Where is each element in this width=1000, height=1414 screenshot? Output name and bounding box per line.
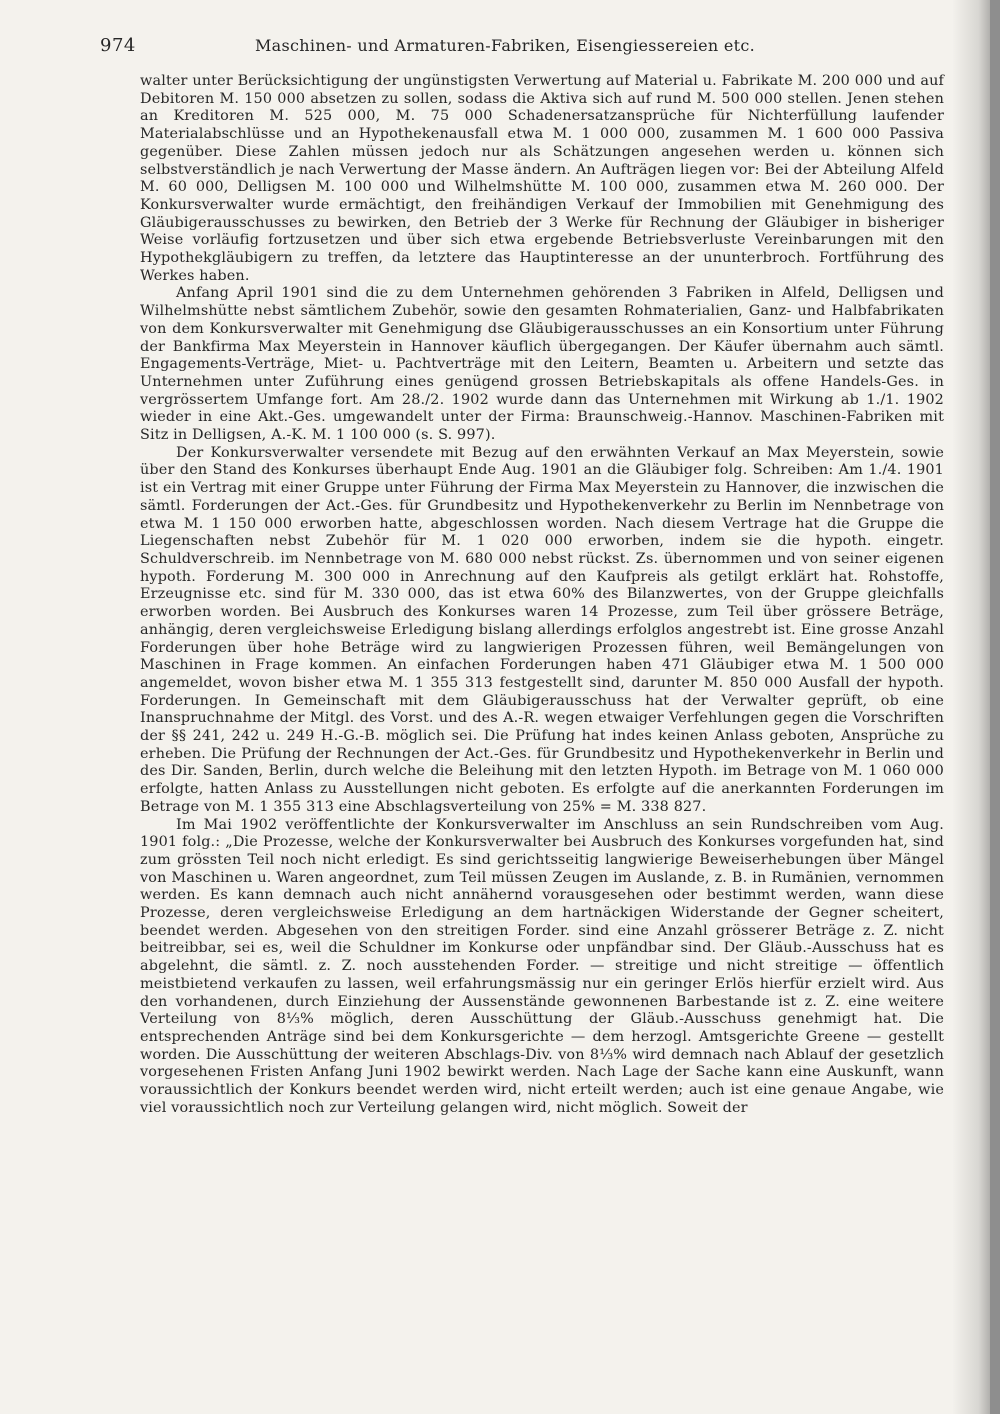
running-title: Maschinen- und Armaturen-Fabriken, Eisengiessereien etc.: [255, 36, 756, 55]
paragraph-2: Anfang April 1901 sind die zu dem Unternehmen gehörenden 3 Fabriken in Alfeld, Delligsen und Wilhelmshütte nebst sämtlichem Zubehör, sowie den gesamten Rohmaterialien, Ganz- und Halbfabrikaten von dem Konkursverwalter mit Genehmigung dse Gläubigerausschusses an ein Konsortium unter Führung der Bankfirma Max Meyerstein in Hannover käuflich übergegangen. Der Käufer übernahm auch sämtl. Engagements-Verträge, Miet- u. Pachtverträge mit den Leitern, Beamten u. Arbeitern und setzte das Unternehmen unter Zuführung eines genügend grossen Betriebskapitals als offene Handels-Ges. in vergrössertem Umfange fort. Am 28./2. 1902 wurde dann das Unternehmen mit Wirkung ab 1./1. 1902 wieder in eine Akt.-Ges. umgewandelt unter der Firma: Braunschweig.-Hannov. Maschinen-Fabriken mit Sitz in Delligsen, A.-K. M. 1 100 000 (s. S. 997).: [140, 285, 944, 444]
paragraph-4: Im Mai 1902 veröffentlichte der Konkursverwalter im Anschluss an sein Rundschreiben vom Aug. 1901 folg.: „Die Prozesse, welche der Konkursverwalter bei Ausbruch des Konkurses vorgefunden hat, sind zum grössten Teil noch nicht erledigt. Es sind gerichtsseitig langwierige Beweiserhebungen über Mängel von Maschinen u. Waren angeordnet, zum Teil müssen Zeugen im Auslande, z. B. in Rumänien, vernommen werden. Es kann demnach auch nicht annähernd vorausgesehen oder bestimmt werden, wann diese Prozesse, deren vergleichsweise Erledigung an dem hartnäckigen Widerstande der Gegner scheitert, beendet werden. Abgesehen von den streitigen Forder. sind eine Anzahl grösserer Beträge z. Z. nicht beitreibbar, sei es, weil die Schuldner im Konkurse oder unpfändbar sind. Der Gläub.-Ausschuss hat es abgelehnt, die sämtl. z. Z. noch ausstehenden Forder. — streitige und nicht streitige — öffentlich meistbietend verkaufen zu lassen, weil erfahrungsmässig nur ein geringer Erlös hierfür erzielt wird. Aus den vorhandenen, durch Einziehung der Aussenstände gewonnenen Barbestande ist z. Z. eine weitere Verteilung von 8⅓% möglich, deren Ausschüttung der Gläub.-Ausschuss genehmigt hat. Die entsprechenden Anträge sind bei dem Konkursgerichte — dem herzogl. Amtsgerichte Greene — gestellt worden. Die Ausschüttung der weiteren Abschlags-Div. von 8⅓% wird demnach nach Ablauf der gesetzlich vorgesehenen Fristen Anfang Juni 1902 bewirkt werden. Nach Lage der Sache kann eine Auskunft, wann voraussichtlich der Konkurs beendet werden wird, nicht erteilt werden; auch ist eine genaue Angabe, wie viel voraussichtlich noch zur Verteilung gelangen wird, nicht möglich. Soweit der: [140, 816, 944, 1116]
page-edge: [990, 0, 1000, 1414]
body-text: [140, 73, 944, 1117]
paragraph-1: walter unter Berücksichtigung der ungünstigsten Verwertung auf Material u. Fabrikate M. 200 000 und auf Debitoren M. 150 000 absetzen zu sollen, sodass die Aktiva sich auf rund M. 500 000 stellen. Jenen stehen an Kreditoren M. 525 000, M. 75 000 Schadenersatzansprüche für Nichterfüllung laufender Materialabschlüsse und an Hypothekenausfall etwa M. 1 000 000, zusammen M. 1 600 000 Passiva gegenüber. Diese Zahlen müssen jedoch nur als Schätzungen angesehen werden u. können sich selbstverständlich je nach Verwertung der Masse ändern. An Aufträgen liegen vor: Bei der Abteilung Alfeld M. 60 000, Delligsen M. 100 000 und Wilhelmshütte M. 100 000, zusammen etwa M. 260 000. Der Konkursverwalter wurde ermächtigt, den freihändigen Verkauf der Immobilien mit Genehmigung des Gläubigerausschusses zu bewirken, den Betrieb der 3 Werke für Rechnung der Gläubiger in bisheriger Weise vorläufig fortzusetzen und über sich etwa ergebende Betriebsverluste Vereinbarungen mit den Hypothekgläubigern zu treffen, da letztere das Hauptinteresse an der ununterbroch. Fortführung des Werkes haben.: [140, 73, 944, 284]
page-header: [100, 35, 950, 57]
page-number: 974: [100, 35, 136, 56]
paragraph-3: Der Konkursverwalter versendete mit Bezug auf den erwähnten Verkauf an Max Meyerstein, sowie über den Stand des Konkurses überhaupt Ende Aug. 1901 an die Gläubiger folg. Schreiben: Am 1./4. 1901 ist ein Vertrag mit einer Gruppe unter Führung der Firma Max Meyerstein zu Hannover, die inzwischen die sämtl. Forderungen der Act.-Ges. für Grundbesitz und Hypothekenverkehr zu Berlin im Nennbetrage von etwa M. 1 150 000 erworben hatte, abgeschlossen worden. Nach diesem Vertrage hat die Gruppe die Liegenschaften nebst Zubehör für M. 1 020 000 erworben, indem sie die hypoth. eingetr. Schuldverschreib. im Nennbetrage von M. 680 000 nebst rückst. Zs. übernommen und von seiner eigenen hypoth. Forderung M. 300 000 in Anrechnung auf den Kaufpreis als getilgt erklärt hat. Rohstoffe, Erzeugnisse etc. sind für M. 330 000, das ist etwa 60% des Bilanzwertes, von der Gruppe gleichfalls erworben worden. Bei Ausbruch des Konkurses waren 14 Prozesse, zum Teil über grössere Beträge, anhängig, deren vergleichsweise Erledigung bislang allerdings erfolglos angestrebt ist. Eine grosse Anzahl Forderungen über hohe Beträge wird zu langwierigen Prozessen führen, weil Bemängelungen von Maschinen in Frage kommen. An einfachen Forderungen haben 471 Gläubiger etwa M. 1 500 000 angemeldet, wovon bisher etwa M. 1 355 313 festgestellt sind, darunter M. 850 000 Ausfall der hypoth. Forderungen. In Gemeinschaft mit dem Gläubigerausschuss hat der Verwalter geprüft, ob eine Inanspruchnahme der Mitgl. des Vorst. und des A.-R. wegen etwaiger Verfehlungen gegen die Vorschriften der §§ 241, 242 u. 249 H.-G.-B. möglich sei. Die Prüfung hat indes keinen Anlass geboten, Ansprüche zu erheben. Die Prüfung der Rechnungen der Act.-Ges. für Grundbesitz und Hypothekenverkehr in Berlin und des Dir. Sanden, Berlin, durch welche die Beleihung mit den letzten Hypoth. im Betrage von M. 1 060 000 erfolgte, hatten Anlass zu Ausstellungen nicht geboten. Es erfolgte auf die anerkannten Forderungen im Betrage von M. 1 355 313 eine Abschlagsverteilung von 25% = M. 338 827.: [140, 444, 944, 815]
